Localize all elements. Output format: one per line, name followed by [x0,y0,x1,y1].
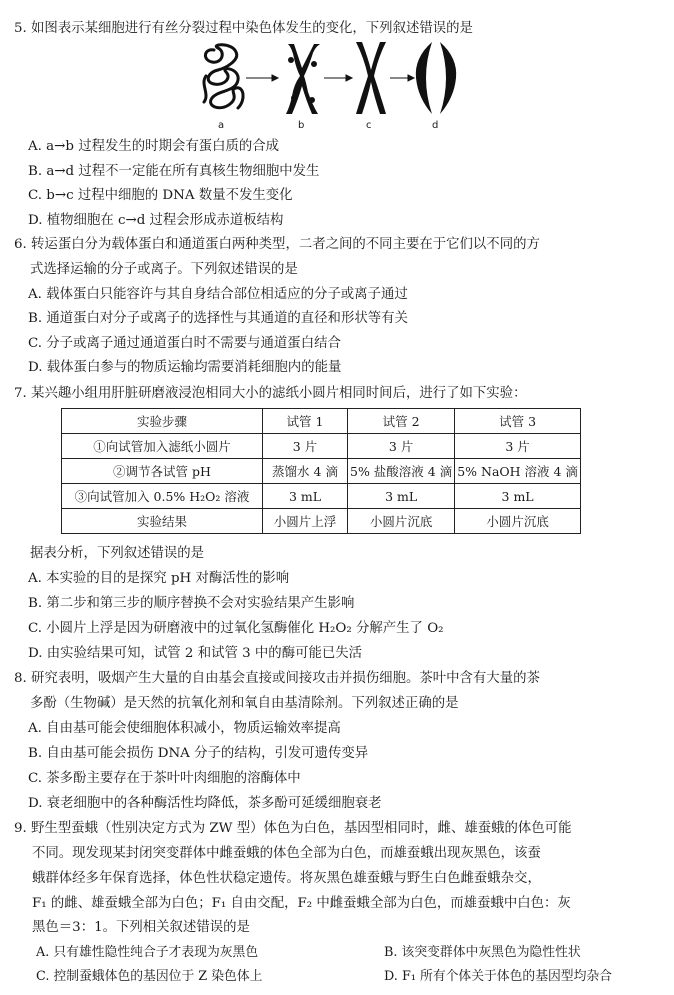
chromosome-d-icon [416,42,456,114]
q9-option-d: D. F₁ 所有个体关于体色的基因型均杂合 [384,969,612,984]
table-header-cell: 试管 1 [263,409,348,434]
table-cell: 小圆片沉底 [348,509,455,534]
q7-after-table: 据表分析，下列叙述错误的是 [30,546,205,561]
table-cell: 5% 盐酸溶液 4 滴 [348,459,455,484]
table-cell: 3 mL [455,484,581,509]
table-cell: 小圆片上浮 [263,509,348,534]
arrow-cd-icon [390,75,414,81]
table-cell: 小圆片沉底 [455,509,581,534]
table-row [62,509,581,534]
q7-option-c: C. 小圆片上浮是因为研磨液中的过氧化氢酶催化 H₂O₂ 分解产生了 O₂ [28,621,444,636]
q5-stem: 5. 如图表示某细胞进行有丝分裂过程中染色体发生的变化，下列叙述错误的是 [14,21,473,36]
table-cell: ③向试管加入 0.5% H₂O₂ 溶液 [62,484,263,509]
table-row [62,459,581,484]
q7-option-a: A. 本实验的目的是探究 pH 对酶活性的影响 [28,571,290,586]
table-cell: 3 片 [455,434,581,459]
table-cell: 3 片 [348,434,455,459]
q8-option-a: A. 自由基可能会使细胞体积减小，物质运输效率提高 [28,721,341,736]
table-header-cell: 试管 3 [455,409,581,434]
q9-stem-line2: 不同。现发现某封闭突变群体中雌蚕蛾的体色全部为白色，而雄蚕蛾出现灰黑色，该蚕 [32,846,541,861]
q5-option-c: C. b→c 过程中细胞的 DNA 数量不发生变化 [28,188,293,203]
experiment-table [61,408,581,534]
table-row [62,434,581,459]
q9-stem-line5: 黑色＝3：1。下列相关叙述错误的是 [32,920,250,935]
table-row [62,484,581,509]
q9-option-c: C. 控制蚕蛾体色的基因位于 Z 染色体上 [36,969,263,984]
chromatin-a-icon [204,45,243,108]
figure-label-c: c [366,120,372,131]
q6-option-c: C. 分子或离子通过通道蛋白时不需要与通道蛋白结合 [28,336,341,351]
table-cell: 3 片 [263,434,348,459]
figure-label-b: b [298,120,305,131]
q9-stem-line3: 蛾群体经多年保育选择，体色性状稳定遗传。将灰黑色雄蚕蛾与野生白色雌蚕蛾杂交， [32,871,541,886]
q7-stem: 7. 某兴趣小组用肝脏研磨液浸泡相同大小的滤纸小圆片相同时间后，进行了如下实验： [14,386,527,401]
arrow-bc-icon [324,75,352,81]
q8-stem-line2: 多酚（生物碱）是天然的抗氧化剂和氧自由基清除剂。下列叙述正确的是 [30,696,459,711]
table-cell: 蒸馏水 4 滴 [263,459,348,484]
q8-option-d: D. 衰老细胞中的各种酶活性均降低，茶多酚可延缓细胞衰老 [28,796,382,811]
q9-stem-line4: F₁ 的雌、雄蚕蛾全部为白色；F₁ 自由交配，F₂ 中雌蚕蛾全部为白色，而雄蚕蛾中白色：灰 [32,896,571,911]
q5-option-b: B. a→d 过程不一定能在所有真核生物细胞中发生 [28,164,320,179]
q9-option-a: A. 只有雄性隐性纯合子才表现为灰黑色 [36,945,259,960]
table-cell: 3 mL [348,484,455,509]
chromosome-figure [196,38,466,134]
q8-option-b: B. 自由基可能会损伤 DNA 分子的结构，引发可遗传变异 [28,746,369,761]
chromosome-c-icon [356,42,386,114]
figure-label-d: d [432,120,439,131]
q9-option-b: B. 该突变群体中灰黑色为隐性性状 [384,945,581,960]
q6-option-a: A. 载体蛋白只能容许与其自身结合部位相适应的分子或离子通过 [28,287,408,302]
arrow-ab-icon [246,75,278,81]
q5-option-d: D. 植物细胞在 c→d 过程会形成赤道板结构 [28,213,284,228]
chromosome-b-icon [286,44,320,114]
table-header-cell: 实验步骤 [62,409,263,434]
q6-stem-line2: 式选择运输的分子或离子。下列叙述错误的是 [30,262,298,277]
q9-stem-line1: 9. 野生型蚕蛾（性别决定方式为 ZW 型）体色为白色，基因型相同时，雌、雄蚕蛾的体色可能 [14,821,572,836]
table-header-row [62,409,581,434]
table-cell: ②调节各试管 pH [62,459,263,484]
q7-option-b: B. 第二步和第三步的顺序替换不会对实验结果产生影响 [28,596,355,611]
q8-stem-line1: 8. 研究表明，吸烟产生大量的自由基会直接或间接攻击并损伤细胞。茶叶中含有大量的茶 [14,671,540,686]
q6-option-d: D. 载体蛋白参与的物质运输均需要消耗细胞内的能量 [28,360,342,375]
table-cell: ①向试管加入滤纸小圆片 [62,434,263,459]
chromosome-diagram [196,38,466,118]
figure-label-a: a [218,120,225,131]
q6-stem-line1: 6. 转运蛋白分为载体蛋白和通道蛋白两种类型，二者之间的不同主要在于它们以不同的方 [14,237,540,252]
q5-option-a: A. a→b 过程发生的时期会有蛋白质的合成 [28,139,280,154]
q8-option-c: C. 茶多酚主要存在于茶叶叶肉细胞的溶酶体中 [28,771,301,786]
table-cell: 实验结果 [62,509,263,534]
table-header-cell: 试管 2 [348,409,455,434]
table-cell: 3 mL [263,484,348,509]
q7-option-d: D. 由实验结果可知，试管 2 和试管 3 中的酶可能已失活 [28,646,363,661]
q6-option-b: B. 通道蛋白对分子或离子的选择性与其通道的直径和形状等有关 [28,311,408,326]
table-cell: 5% NaOH 溶液 4 滴 [455,459,581,484]
